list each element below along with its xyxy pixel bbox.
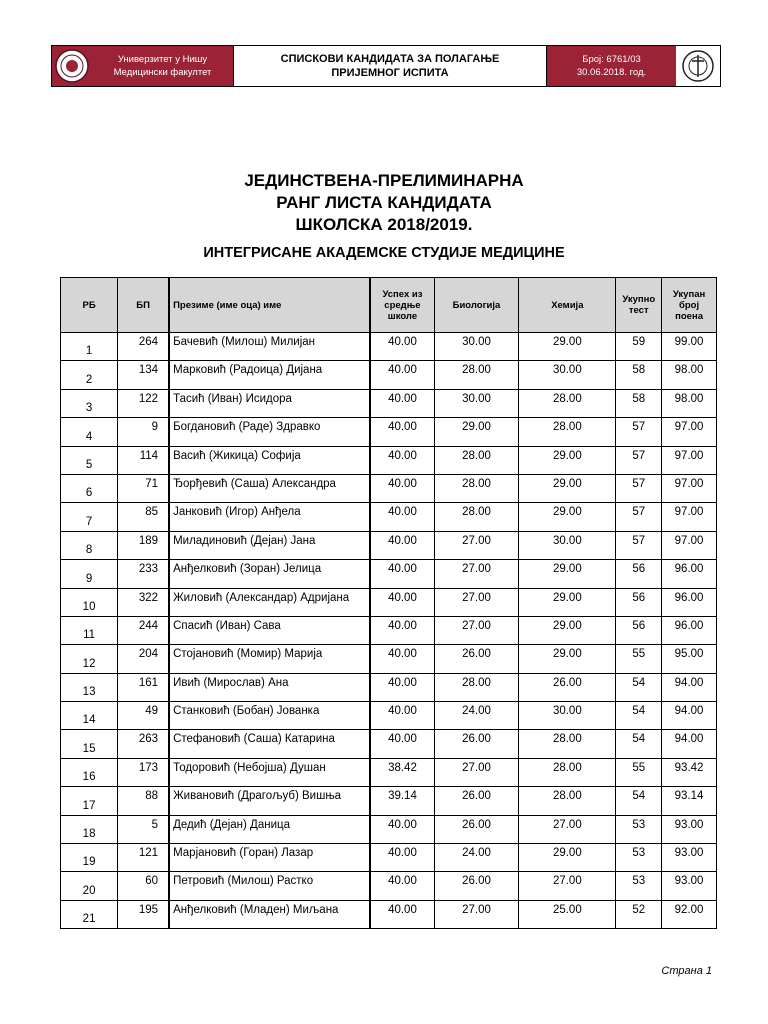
- page-label: Страна: [661, 965, 703, 977]
- header-document-number: [547, 53, 676, 79]
- cell-rb: 2: [61, 361, 118, 389]
- cell-school: 40.00: [370, 474, 434, 502]
- cell-rb: 3: [61, 389, 118, 417]
- cell-biology: 28.00: [434, 446, 519, 474]
- table-row: [61, 673, 717, 701]
- col-header-biology: Биологија: [434, 278, 519, 333]
- col-header-total: Укупан број поена: [662, 278, 717, 333]
- cell-rb: 20: [61, 872, 118, 900]
- cell-bp: 9: [118, 418, 169, 446]
- cell-name: Спасић (Иван) Сава: [169, 616, 370, 644]
- cell-total: 93.00: [662, 872, 717, 900]
- cell-name: Миладиновић (Дејан) Јана: [169, 531, 370, 559]
- cell-biology: 27.00: [434, 588, 519, 616]
- header-left-block: [52, 46, 234, 86]
- cell-school: 40.00: [370, 900, 434, 928]
- cell-total: 97.00: [662, 474, 717, 502]
- cell-biology: 30.00: [434, 333, 519, 361]
- document-header: [51, 45, 721, 87]
- cell-biology: 28.00: [434, 673, 519, 701]
- cell-rb: 14: [61, 702, 118, 730]
- cell-chemistry: 30.00: [519, 361, 616, 389]
- cell-bp: 134: [118, 361, 169, 389]
- col-header-chemistry: Хемија: [519, 278, 616, 333]
- cell-total: 94.00: [662, 730, 717, 758]
- cell-bp: 71: [118, 474, 169, 502]
- cell-bp: 263: [118, 730, 169, 758]
- cell-test: 57: [616, 474, 662, 502]
- cell-rb: 10: [61, 588, 118, 616]
- ranking-table: [60, 277, 717, 929]
- header-right-block: [547, 46, 720, 86]
- cell-bp: 122: [118, 389, 169, 417]
- cell-chemistry: 29.00: [519, 333, 616, 361]
- cell-name: Живановић (Драгољуб) Вишња: [169, 787, 370, 815]
- cell-school: 40.00: [370, 872, 434, 900]
- cell-name: Ђорђевић (Саша) Александра: [169, 474, 370, 502]
- cell-bp: 189: [118, 531, 169, 559]
- cell-test: 53: [616, 815, 662, 843]
- cell-test: 56: [616, 560, 662, 588]
- cell-bp: 114: [118, 446, 169, 474]
- cell-total: 93.14: [662, 787, 717, 815]
- cell-name: Бачевић (Милош) Милијан: [169, 333, 370, 361]
- cell-school: 40.00: [370, 418, 434, 446]
- header-center-line1: СПИСКОВИ КАНДИДАТА ЗА ПОЛАГАЊЕ: [280, 53, 500, 65]
- cell-chemistry: 29.00: [519, 616, 616, 644]
- cell-chemistry: 26.00: [519, 673, 616, 701]
- cell-chemistry: 29.00: [519, 645, 616, 673]
- cell-total: 96.00: [662, 616, 717, 644]
- col-header-rb: РБ: [61, 278, 118, 333]
- cell-rb: 17: [61, 787, 118, 815]
- cell-biology: 27.00: [434, 900, 519, 928]
- cell-total: 97.00: [662, 418, 717, 446]
- cell-total: 94.00: [662, 673, 717, 701]
- cell-test: 55: [616, 758, 662, 786]
- cell-rb: 6: [61, 474, 118, 502]
- cell-test: 57: [616, 418, 662, 446]
- cell-chemistry: 28.00: [519, 730, 616, 758]
- cell-biology: 30.00: [434, 389, 519, 417]
- cell-test: 58: [616, 389, 662, 417]
- cell-rb: 13: [61, 673, 118, 701]
- cell-biology: 24.00: [434, 844, 519, 872]
- cell-total: 97.00: [662, 531, 717, 559]
- col-header-bp: БП: [118, 278, 169, 333]
- cell-rb: 8: [61, 531, 118, 559]
- title-line-2: РАНГ ЛИСТА КАНДИДАТА: [276, 193, 492, 212]
- cell-school: 40.00: [370, 446, 434, 474]
- cell-biology: 27.00: [434, 560, 519, 588]
- cell-test: 57: [616, 446, 662, 474]
- cell-test: 56: [616, 588, 662, 616]
- cell-bp: 195: [118, 900, 169, 928]
- header-university-text: [92, 53, 233, 79]
- cell-bp: 60: [118, 872, 169, 900]
- cell-chemistry: 28.00: [519, 758, 616, 786]
- cell-test: 54: [616, 730, 662, 758]
- cell-test: 52: [616, 900, 662, 928]
- table-row: [61, 702, 717, 730]
- cell-total: 95.00: [662, 645, 717, 673]
- cell-total: 98.00: [662, 361, 717, 389]
- cell-total: 93.00: [662, 815, 717, 843]
- cell-rb: 5: [61, 446, 118, 474]
- header-right-line1: Број: 6761/03: [582, 54, 641, 65]
- cell-school: 40.00: [370, 645, 434, 673]
- cell-test: 54: [616, 673, 662, 701]
- cell-rb: 16: [61, 758, 118, 786]
- cell-chemistry: 29.00: [519, 844, 616, 872]
- cell-test: 56: [616, 616, 662, 644]
- cell-chemistry: 29.00: [519, 588, 616, 616]
- cell-bp: 88: [118, 787, 169, 815]
- table-row: [61, 844, 717, 872]
- cell-test: 55: [616, 645, 662, 673]
- header-center-line2: ПРИЈЕМНОГ ИСПИТА: [331, 67, 449, 79]
- cell-name: Марјановић (Горан) Лазар: [169, 844, 370, 872]
- cell-school: 40.00: [370, 560, 434, 588]
- cell-school: 40.00: [370, 730, 434, 758]
- table-row: [61, 474, 717, 502]
- cell-school: 40.00: [370, 815, 434, 843]
- cell-biology: 27.00: [434, 531, 519, 559]
- table-row: [61, 560, 717, 588]
- title-line-1: ЈЕДИНСТВЕНА-ПРЕЛИМИНАРНА: [244, 171, 524, 190]
- header-left-line2: Медицински факултет: [113, 67, 212, 78]
- cell-rb: 9: [61, 560, 118, 588]
- title-line-3: ШКОЛСКА 2018/2019.: [295, 215, 473, 234]
- cell-name: Васић (Жикица) Софија: [169, 446, 370, 474]
- table-row: [61, 333, 717, 361]
- program-subtitle: ИНТЕГРИСАНЕ АКАДЕМСКЕ СТУДИЈЕ МЕДИЦИНЕ: [203, 245, 565, 261]
- cell-biology: 26.00: [434, 645, 519, 673]
- cell-school: 38.42: [370, 758, 434, 786]
- table-row: [61, 503, 717, 531]
- cell-total: 97.00: [662, 503, 717, 531]
- cell-chemistry: 27.00: [519, 815, 616, 843]
- cell-bp: 121: [118, 844, 169, 872]
- cell-rb: 18: [61, 815, 118, 843]
- cell-biology: 26.00: [434, 730, 519, 758]
- cell-test: 53: [616, 844, 662, 872]
- cell-bp: 264: [118, 333, 169, 361]
- cell-biology: 29.00: [434, 418, 519, 446]
- table-row: [61, 758, 717, 786]
- cell-rb: 19: [61, 844, 118, 872]
- cell-bp: 322: [118, 588, 169, 616]
- cell-total: 96.00: [662, 588, 717, 616]
- cell-bp: 204: [118, 645, 169, 673]
- cell-chemistry: 29.00: [519, 446, 616, 474]
- cell-bp: 233: [118, 560, 169, 588]
- table-row: [61, 588, 717, 616]
- cell-school: 40.00: [370, 361, 434, 389]
- cell-biology: 26.00: [434, 787, 519, 815]
- table-row: [61, 730, 717, 758]
- cell-rb: 15: [61, 730, 118, 758]
- col-header-test: Укупно тест: [616, 278, 662, 333]
- col-header-name: Презиме (име оца) име: [169, 278, 370, 333]
- cell-name: Жиловић (Александар) Адријана: [169, 588, 370, 616]
- cell-biology: 27.00: [434, 758, 519, 786]
- table-row: [61, 616, 717, 644]
- header-center-block: [234, 46, 547, 86]
- header-right-line2: 30.06.2018. год.: [576, 67, 647, 78]
- table-row: [61, 446, 717, 474]
- cell-name: Анђелковић (Младен) Миљана: [169, 900, 370, 928]
- cell-test: 54: [616, 702, 662, 730]
- table-row: [61, 787, 717, 815]
- cell-rb: 12: [61, 645, 118, 673]
- table-row: [61, 645, 717, 673]
- table-row: [61, 418, 717, 446]
- cell-total: 99.00: [662, 333, 717, 361]
- cell-biology: 24.00: [434, 702, 519, 730]
- cell-school: 40.00: [370, 673, 434, 701]
- table-row: [61, 389, 717, 417]
- cell-biology: 26.00: [434, 872, 519, 900]
- cell-school: 40.00: [370, 503, 434, 531]
- cell-chemistry: 28.00: [519, 389, 616, 417]
- cell-biology: 28.00: [434, 503, 519, 531]
- cell-name: Станковић (Бобан) Јованка: [169, 702, 370, 730]
- cell-test: 57: [616, 531, 662, 559]
- cell-school: 40.00: [370, 531, 434, 559]
- cell-rb: 4: [61, 418, 118, 446]
- cell-chemistry: 25.00: [519, 900, 616, 928]
- cell-school: 40.00: [370, 616, 434, 644]
- cell-biology: 26.00: [434, 815, 519, 843]
- cell-test: 58: [616, 361, 662, 389]
- table-row: [61, 872, 717, 900]
- col-header-school: Успех из средње школе: [370, 278, 434, 333]
- cell-chemistry: 27.00: [519, 872, 616, 900]
- cell-bp: 49: [118, 702, 169, 730]
- cell-school: 40.00: [370, 333, 434, 361]
- cell-bp: 173: [118, 758, 169, 786]
- cell-name: Марковић (Радоица) Дијана: [169, 361, 370, 389]
- cell-chemistry: 30.00: [519, 702, 616, 730]
- cell-bp: 244: [118, 616, 169, 644]
- table-row: [61, 900, 717, 928]
- cell-name: Анђелковић (Зоран) Јелица: [169, 560, 370, 588]
- cell-name: Тодоровић (Небојша) Душан: [169, 758, 370, 786]
- cell-name: Петровић (Милош) Растко: [169, 872, 370, 900]
- cell-rb: 1: [61, 333, 118, 361]
- cell-chemistry: 29.00: [519, 474, 616, 502]
- cell-bp: 5: [118, 815, 169, 843]
- university-seal-icon: [52, 46, 92, 86]
- cell-test: 54: [616, 787, 662, 815]
- table-body: [61, 333, 717, 929]
- cell-school: 40.00: [370, 588, 434, 616]
- cell-school: 40.00: [370, 844, 434, 872]
- cell-total: 93.42: [662, 758, 717, 786]
- table-row: [61, 815, 717, 843]
- cell-name: Ивић (Мирослав) Ана: [169, 673, 370, 701]
- cell-biology: 28.00: [434, 361, 519, 389]
- cell-biology: 27.00: [434, 616, 519, 644]
- cell-chemistry: 28.00: [519, 787, 616, 815]
- cell-biology: 28.00: [434, 474, 519, 502]
- cell-name: Јанковић (Игор) Анђела: [169, 503, 370, 531]
- cell-test: 59: [616, 333, 662, 361]
- cell-chemistry: 28.00: [519, 418, 616, 446]
- page-footer: [661, 965, 712, 977]
- cell-name: Богдановић (Раде) Здравко: [169, 418, 370, 446]
- cell-rb: 7: [61, 503, 118, 531]
- cell-name: Дедић (Дејан) Даница: [169, 815, 370, 843]
- cell-rb: 21: [61, 900, 118, 928]
- cell-name: Стефановић (Саша) Катарина: [169, 730, 370, 758]
- cell-chemistry: 29.00: [519, 503, 616, 531]
- page-number: 1: [705, 965, 712, 977]
- cell-name: Тасић (Иван) Исидора: [169, 389, 370, 417]
- cell-school: 40.00: [370, 702, 434, 730]
- faculty-emblem-icon: [676, 46, 720, 86]
- table-row: [61, 361, 717, 389]
- cell-test: 57: [616, 503, 662, 531]
- cell-school: 39.14: [370, 787, 434, 815]
- cell-bp: 161: [118, 673, 169, 701]
- table-row: [61, 531, 717, 559]
- cell-total: 97.00: [662, 446, 717, 474]
- cell-total: 98.00: [662, 389, 717, 417]
- cell-total: 93.00: [662, 844, 717, 872]
- cell-school: 40.00: [370, 389, 434, 417]
- cell-total: 96.00: [662, 560, 717, 588]
- cell-test: 53: [616, 872, 662, 900]
- cell-total: 92.00: [662, 900, 717, 928]
- cell-bp: 85: [118, 503, 169, 531]
- cell-chemistry: 29.00: [519, 560, 616, 588]
- cell-chemistry: 30.00: [519, 531, 616, 559]
- cell-rb: 11: [61, 616, 118, 644]
- table-header-row: [61, 278, 717, 333]
- header-left-line1: Универзитет у Нишу: [117, 54, 208, 65]
- cell-name: Стојановић (Момир) Марија: [169, 645, 370, 673]
- cell-total: 94.00: [662, 702, 717, 730]
